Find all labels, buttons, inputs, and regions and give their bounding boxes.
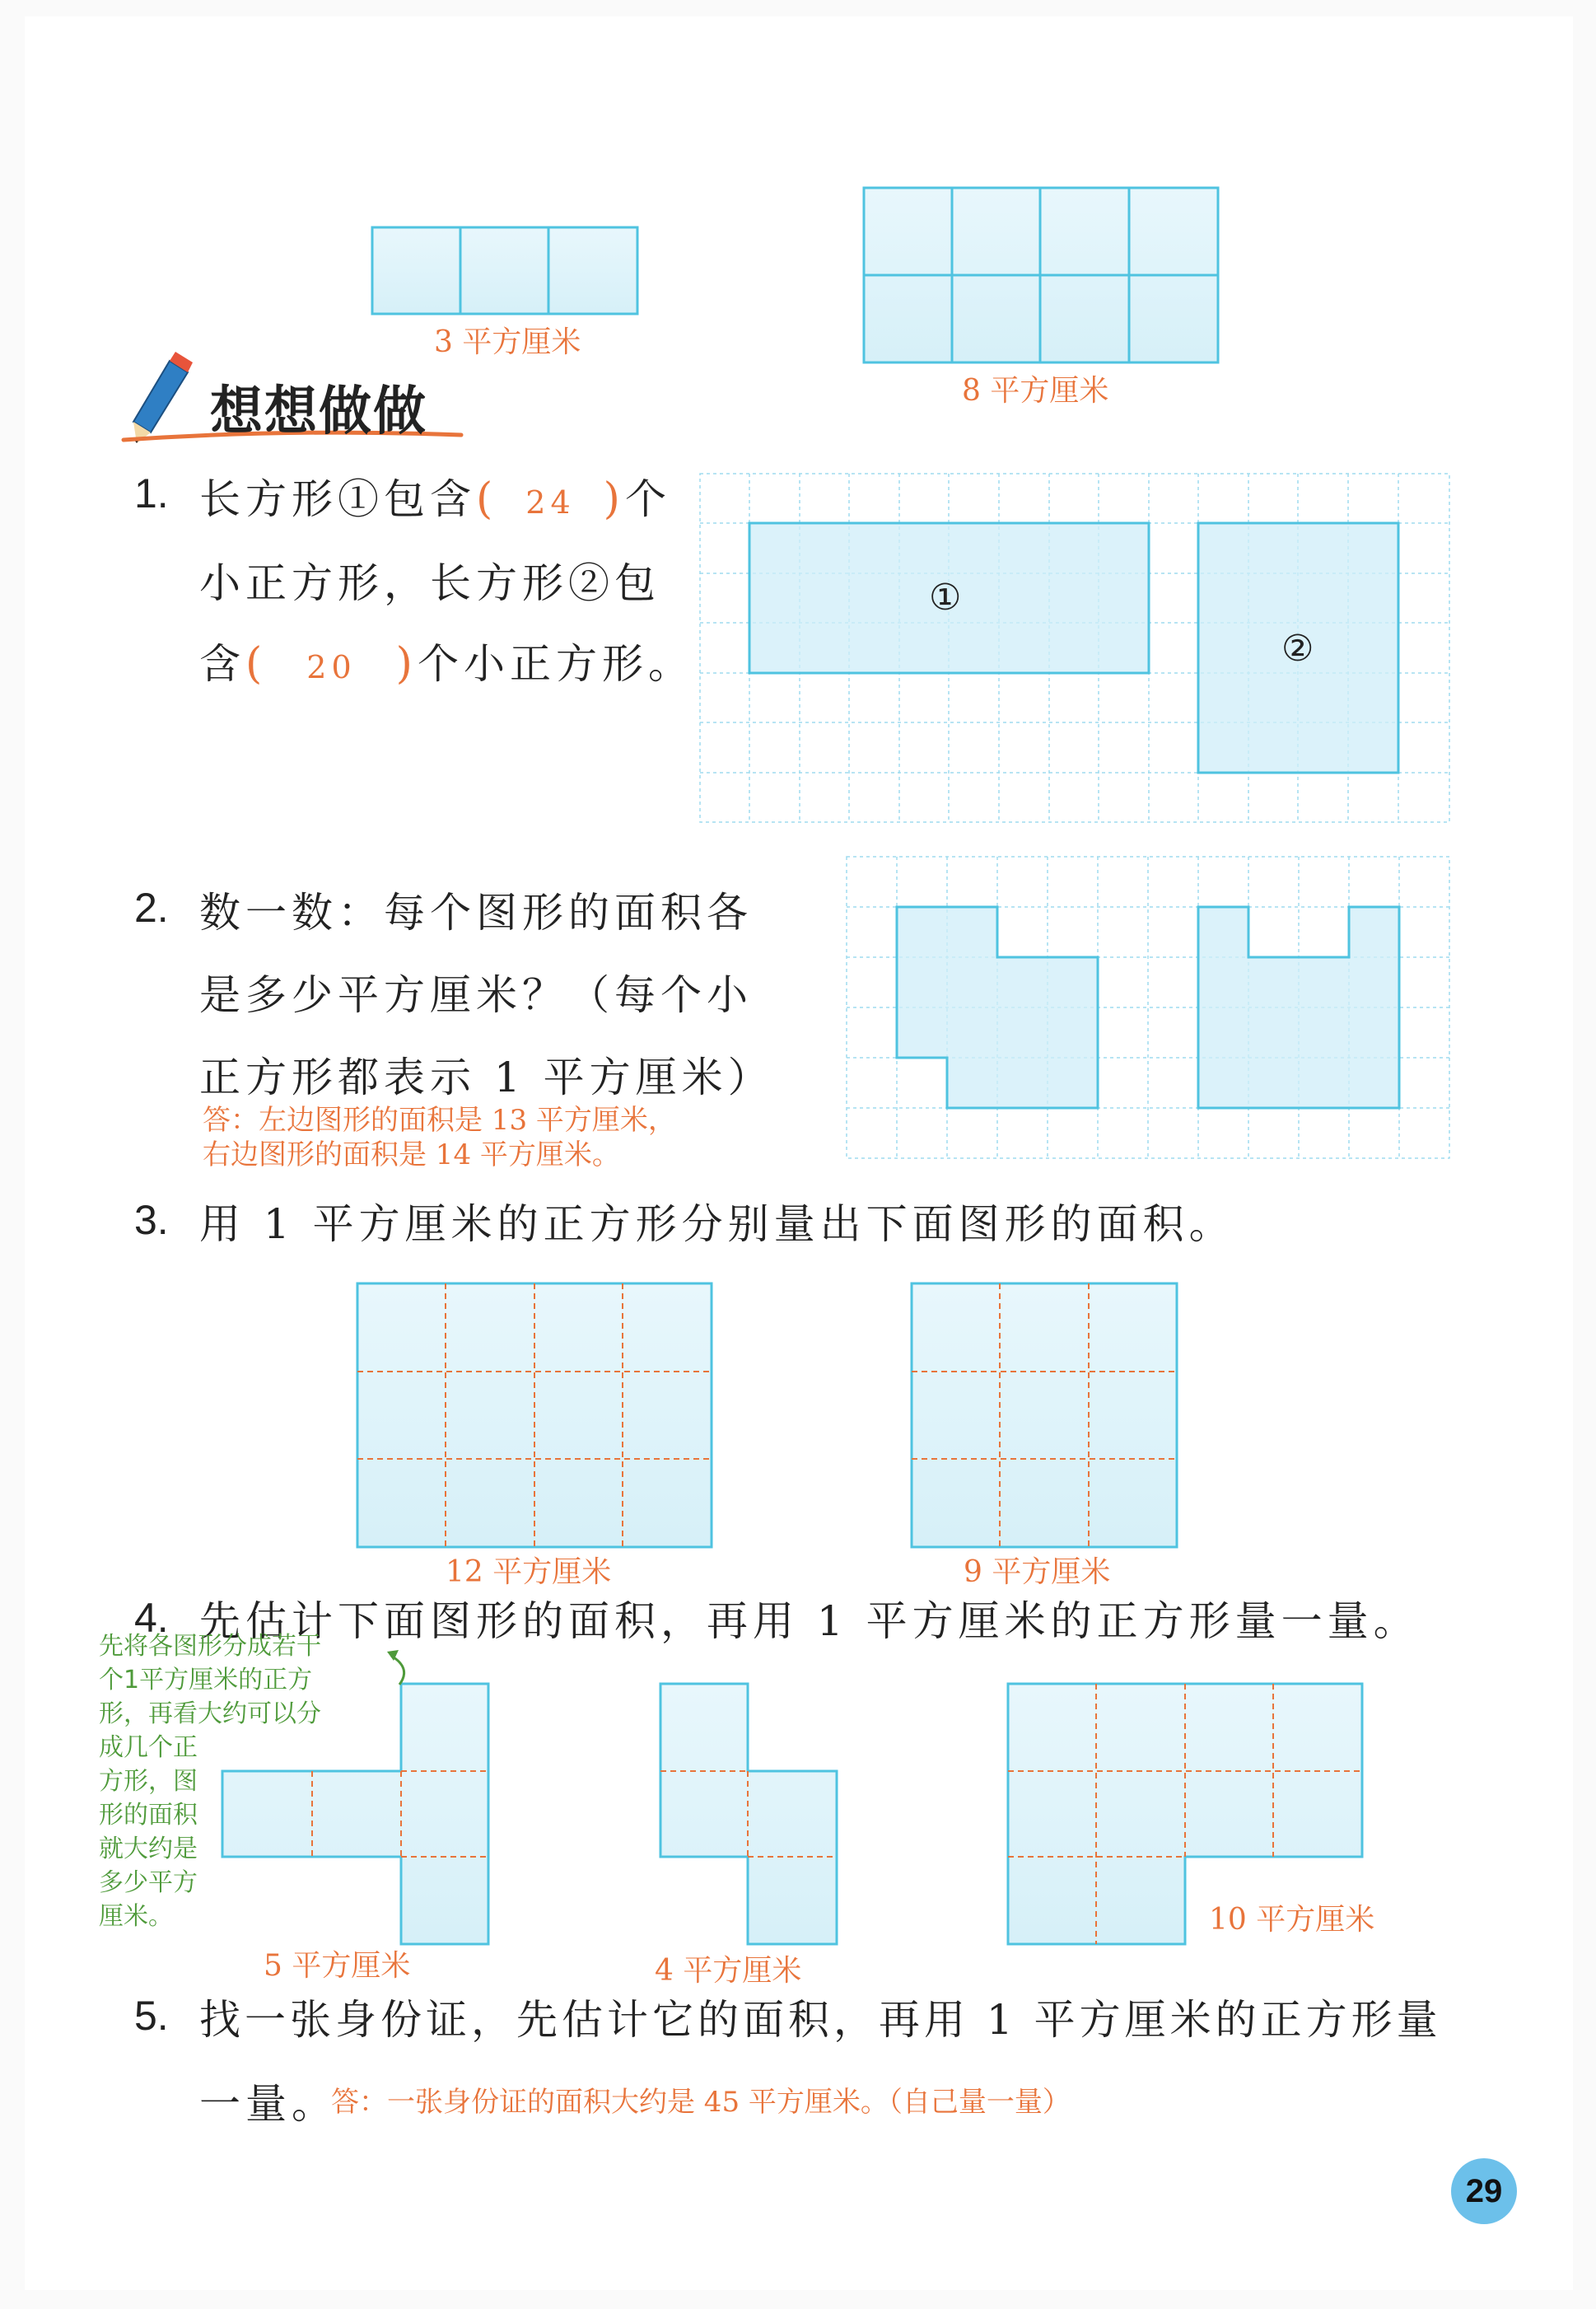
q4-text: 先估计下面图形的面积，再用 1 平方厘米的正方形量一量。: [199, 1597, 1420, 1645]
q2-answer-line2: 右边图形的面积是 14 平方厘米。: [203, 1138, 620, 1171]
caption-10-sq-cm: 10 平方厘米: [1209, 1903, 1375, 1937]
q4-hint-line2: 个1平方厘米的正方: [99, 1666, 313, 1694]
q1-line2: 小正方形，长方形②包: [199, 559, 660, 607]
q5-answer: 答：一张身份证的面积大约是 45 平方厘米。（自己量一量）: [331, 2086, 1071, 2119]
rect-label-1: ①: [929, 577, 962, 619]
q3-number: 3.: [134, 1197, 169, 1243]
q1-answer-1: 24: [525, 484, 576, 521]
q2-line2: 是多少平方厘米？（每个小: [199, 971, 753, 1019]
q2-left-shape: [897, 907, 1098, 1108]
q1-answer-2: 20: [306, 649, 357, 685]
caption-9-sq-cm: 9 平方厘米: [964, 1555, 1111, 1589]
q4-figure-b: [660, 1684, 837, 1944]
q4-hint-line1: 先将各图形分成若干: [99, 1632, 321, 1661]
q4-number: 4.: [134, 1595, 169, 1641]
q5-number: 5.: [134, 1993, 169, 2039]
section-title: 想想做做: [210, 381, 427, 442]
q3-text: 用 1 平方厘米的正方形分别量出下面图形的面积。: [199, 1200, 1235, 1248]
q5-line1: 找一张身份证，先估计它的面积，再用 1 平方厘米的正方形量: [199, 1996, 1442, 2044]
q4-hint-line6: 形的面积: [99, 1801, 198, 1830]
q5-line2: 一量。: [199, 2080, 338, 2128]
q4-hint-line4: 成几个正: [99, 1733, 198, 1762]
top-three-square-figure: [372, 227, 637, 314]
q3-right-figure: [912, 1283, 1177, 1547]
rect-label-2: ②: [1281, 628, 1314, 670]
caption-3-sq-cm: 3 平方厘米: [434, 325, 581, 359]
caption-8-sq-cm: 8 平方厘米: [962, 374, 1109, 408]
q2-line1: 数一数：每个图形的面积各: [199, 889, 753, 937]
top-eight-square-figure: [864, 188, 1218, 362]
q4-hint-line7: 就大约是: [99, 1835, 198, 1863]
q2-number: 2.: [134, 885, 169, 931]
q4-hint-line9: 厘米。: [99, 1902, 173, 1931]
q4-hint-line8: 多少平方: [99, 1868, 198, 1897]
q4-hint-line5: 方形，图: [99, 1767, 198, 1796]
q1-number: 1.: [134, 470, 169, 516]
page-number: 29: [1451, 2158, 1517, 2224]
hint-arrow-icon: [391, 1656, 404, 1685]
caption-4-sq-cm: 4 平方厘米: [655, 1954, 802, 1988]
q3-left-figure: [357, 1283, 712, 1547]
q4-hint-line3: 形，再看大约可以分: [99, 1699, 321, 1728]
q2-line3: 正方形都表示 1 平方厘米）: [199, 1054, 774, 1101]
q1-line1: 长方形①包含( 24 )个: [199, 474, 671, 524]
caption-12-sq-cm: 12 平方厘米: [446, 1555, 612, 1589]
caption-5-sq-cm: 5 平方厘米: [264, 1949, 411, 1983]
q1-line3: 含( 20 )个小正方形。: [199, 639, 694, 689]
q2-answer-line1: 答：左边图形的面积是 13 平方厘米，: [203, 1104, 676, 1137]
